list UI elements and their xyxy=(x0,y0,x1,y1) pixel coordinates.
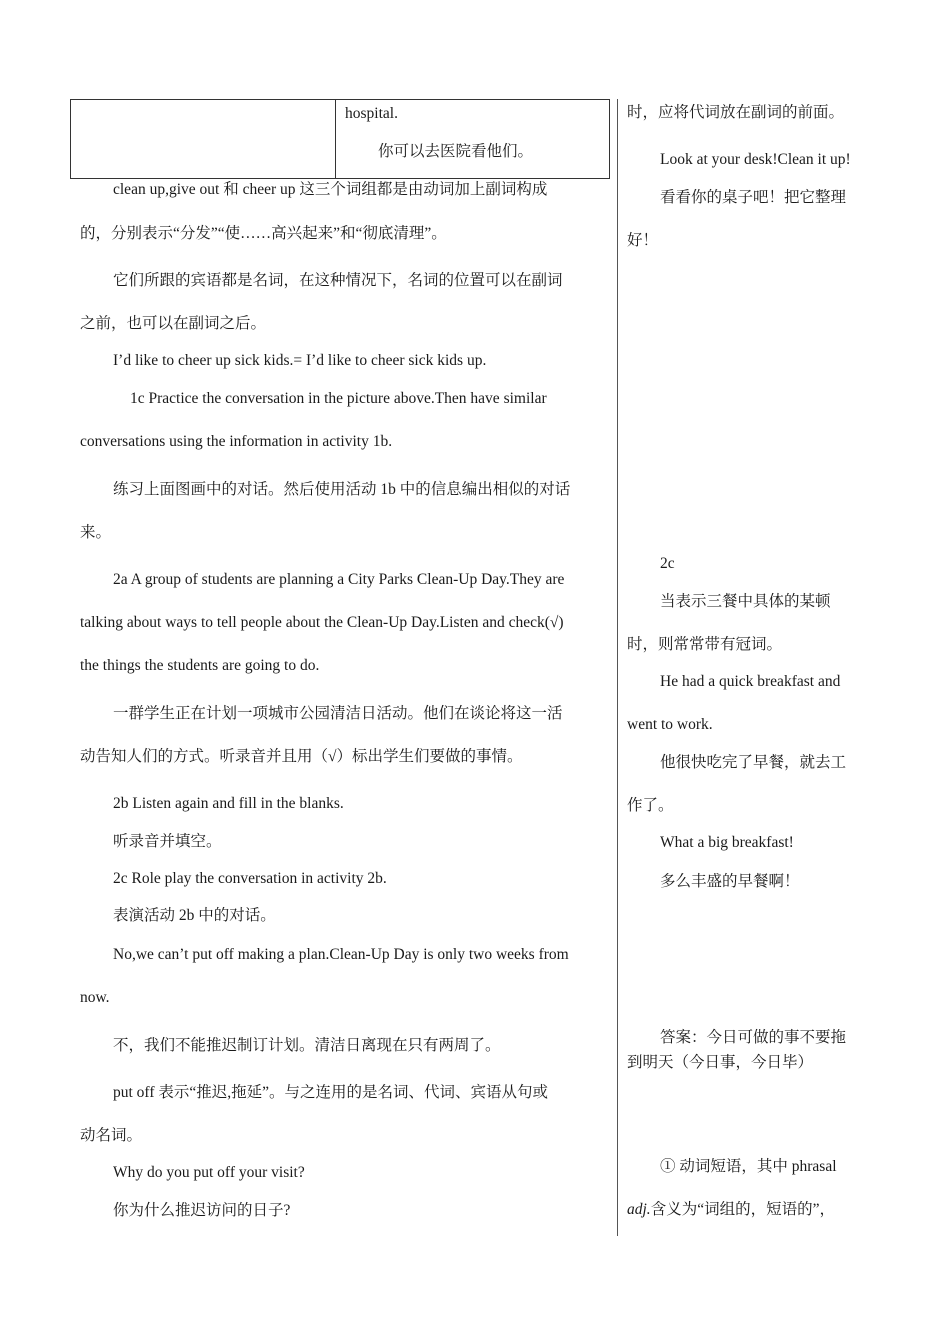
paragraph-object-position: 它们所跟的宾语都是名词，在这种情况下，名词的位置可以在副词 xyxy=(113,272,563,289)
note-example-breakfast: He had a quick breakfast and xyxy=(660,673,841,690)
note-example-breakfast-translation-cont: 作了。 xyxy=(627,797,674,814)
example-put-off-cont: now. xyxy=(80,989,110,1006)
note-footnote-phrasal-cont xyxy=(627,1200,835,1220)
activity-2a-translation: 一群学生正在计划一项城市公园清洁日活动。他们在谈论将这一活 xyxy=(113,705,563,722)
paragraph-phrase-explanation-cont: 的，分别表示“分发”“使……高兴起来”和“彻底清理”。 xyxy=(80,225,447,242)
note-example-desk: Look at your desk!Clean it up! xyxy=(660,151,851,168)
note-example-desk-translation-cont: 好！ xyxy=(627,232,659,249)
note-example-big-breakfast-translation: 多么丰盛的早餐啊！ xyxy=(660,873,800,890)
footnote-meaning: 含义为“词组的，短语的”， xyxy=(650,1201,835,1218)
note-answer-cont: 到明天（今日事，今日毕） xyxy=(627,1054,814,1071)
example-put-off-translation: 不，我们不能推迟制订计划。清洁日离现在只有两周了。 xyxy=(113,1037,501,1054)
activity-1c-translation-cont: 来。 xyxy=(80,524,112,541)
example-visit: Why do you put off your visit? xyxy=(113,1164,305,1181)
note-example-breakfast-translation: 他很快吃完了早餐，就去工 xyxy=(660,754,847,771)
note-meal-article: 当表示三餐中具体的某顿 xyxy=(660,593,831,610)
paragraph-object-position-cont: 之前，也可以在副词之后。 xyxy=(80,315,267,332)
note-meal-article-cont: 时，则常常带有冠词。 xyxy=(627,636,783,653)
put-off-explanation-cont: 动名词。 xyxy=(80,1127,143,1144)
activity-2a-translation-cont: 动告知人们的方式。听录音并且用（√）标出学生们要做的事情。 xyxy=(80,748,523,765)
activity-2c-title: 2c Role play the conversation in activity 2b. xyxy=(113,870,387,887)
put-off-explanation: put off 表示“推迟,拖延”。与之连用的是名词、代词、宾语从句或 xyxy=(113,1084,548,1101)
note-answer: 答案：今日可做的事不要拖 xyxy=(660,1029,847,1046)
example-visit-translation: 你为什么推迟访问的日子? xyxy=(113,1202,291,1219)
example-put-off: No,we can’t put off making a plan.Clean-Up Day is only two weeks from xyxy=(113,946,569,963)
activity-2b-translation: 听录音并填空。 xyxy=(113,833,222,850)
note-example-breakfast-cont: went to work. xyxy=(627,716,713,733)
activity-2a-title-cont2: the things the students are going to do. xyxy=(80,657,320,674)
note-2c-label: 2c xyxy=(660,555,675,572)
activity-2c-translation: 表演活动 2b 中的对话。 xyxy=(113,907,276,924)
table-fragment xyxy=(70,99,610,179)
activity-2a-title-cont: talking about ways to tell people about the Clean-Up Day.Listen and check(√) xyxy=(80,614,564,631)
activity-1c-translation: 练习上面图画中的对话。然后使用活动 1b 中的信息编出相似的对话 xyxy=(113,481,571,498)
activity-2b-title: 2b Listen again and fill in the blanks. xyxy=(113,795,344,812)
activity-2a-title: 2a A group of students are planning a City Parks Clean-Up Day.They are xyxy=(113,571,565,588)
example-cheer-up: I’d like to cheer up sick kids.= I’d like to cheer sick kids up. xyxy=(113,352,487,369)
note-pronoun-position: 时，应将代词放在副词的前面。 xyxy=(627,104,845,121)
note-footnote-phrasal: ① 动词短语，其中 phrasal xyxy=(660,1158,837,1175)
activity-1c-title: 1c Practice the conversation in the picture above.Then have similar xyxy=(130,390,547,407)
table-cell-english: hospital. xyxy=(345,105,398,122)
table-cell-divider xyxy=(335,100,336,178)
activity-1c-title-cont: conversations using the information in activity 1b. xyxy=(80,433,393,450)
table-cell-chinese: 你可以去医院看他们。 xyxy=(378,143,534,160)
note-example-big-breakfast: What a big breakfast! xyxy=(660,834,794,851)
note-example-desk-translation: 看看你的桌子吧！把它整理 xyxy=(660,189,847,206)
paragraph-phrase-explanation: clean up,give out 和 cheer up 这三个词组都是由动词加上副词构成 xyxy=(113,181,548,198)
abbreviation-adj: adj. xyxy=(627,1201,651,1218)
column-divider xyxy=(617,99,618,1236)
